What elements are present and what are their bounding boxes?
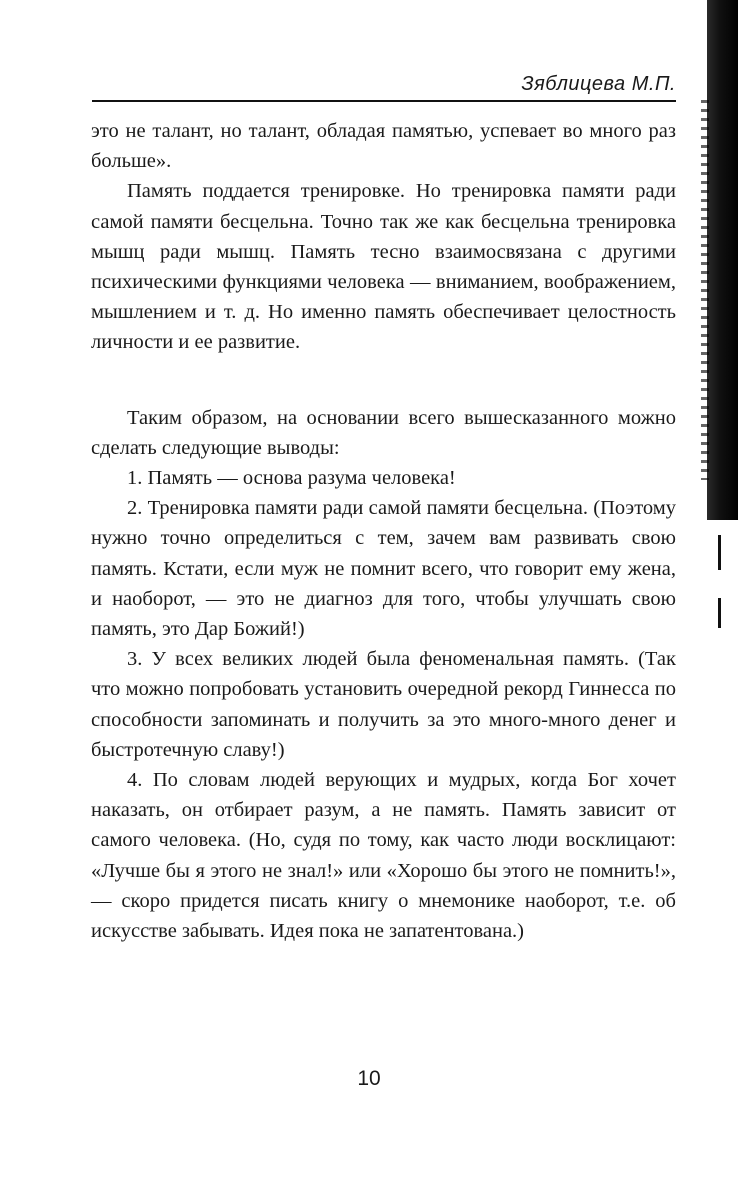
body-text <box>91 116 676 946</box>
page-number: 10 <box>357 1067 381 1090</box>
page-edge-shadow <box>707 0 738 520</box>
section-gap <box>91 358 676 403</box>
paragraph: Таким образом, на основании всего вышесказанного можно сделать следующие выводы: <box>91 406 676 459</box>
running-head <box>92 66 676 102</box>
list-item: 1. Память — основа разума человека! <box>127 467 456 490</box>
list-item: 2. Тренировка памяти ради самой памяти бесцельна. (Поэтому нужно точно определиться с тем, зачем вам развивать свою память. Кстати, если муж не помнит всего, что говорит ему жена, и наоборот, — это не диагноз для того, чтобы улучшать свою память, это Дар Божий!) <box>91 497 676 641</box>
list-item: 3. У всех великих людей была феноменальная память. (Так что можно попробовать установить очередной рекорд Гиннесса по способности запоминать и получить за это много-много денег и быстротечную славу!) <box>91 648 676 761</box>
edge-mark <box>718 535 721 570</box>
running-head-author: Зяблицева М.П. <box>521 73 676 95</box>
paragraph: это не талант, но талант, обладая памятью, успевает во много раз больше». <box>91 120 676 173</box>
paragraph: Память поддается тренировке. Но тренировка памяти ради самой памяти бесцельна. Точно так же как бесцельна тренировка мышц ради мышц. Память тесно взаимосвязана с другими психическими функциями человека — вниманием, воображением, мышлением и т. д. Но именно память обеспечивает целостность личности и ее развитие. <box>91 180 676 354</box>
edge-mark <box>718 598 721 628</box>
list-item: 4. По словам людей верующих и мудрых, когда Бог хочет наказать, он отбирает разум, а не память. Память зависит от самого человека. (Но, судя по тому, как часто люди восклицают: «Лучше бы я этого не знал!» или «Хорошо бы этого не помнить!», — скоро придется писать книгу о мнемонике наоборот, т.е. об искусстве забывать. Идея пока не запатентована.) <box>91 769 676 943</box>
